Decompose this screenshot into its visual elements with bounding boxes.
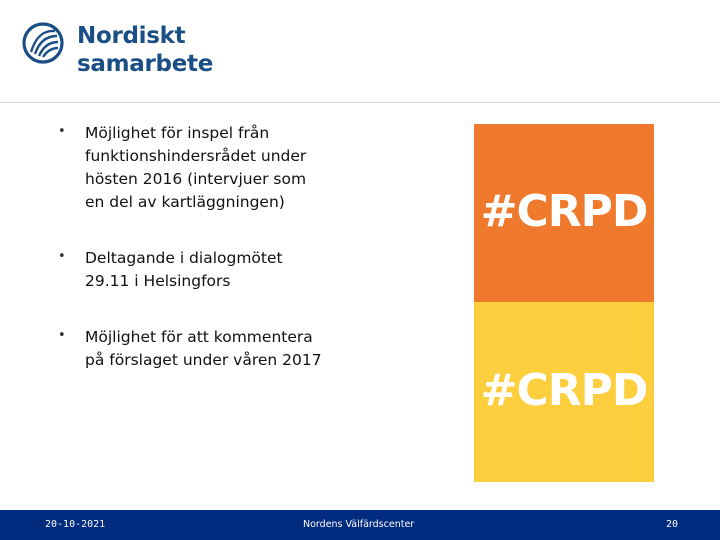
logo-line-1: Nordiskt	[77, 23, 186, 49]
crpd-label-top: #CRPD	[480, 186, 648, 237]
header-divider	[0, 102, 720, 103]
bullet-marker: •	[58, 124, 66, 139]
bullet-text: Deltagande i dialogmötet 29.11 i Helsingfors	[85, 249, 283, 290]
list-item	[58, 122, 378, 214]
nordiskt-samarbete-logo	[22, 18, 242, 84]
footer-organisation: Nordens Välfärdscenter	[303, 519, 415, 530]
logo-line-2: samarbete	[77, 51, 213, 77]
crpd-orange-panel	[474, 124, 654, 302]
crpd-label-bottom: #CRPD	[480, 365, 648, 416]
bullet-text: Möjlighet för inspel från funktionshindersrådet under hösten 2016 (intervjuer som en del av kartläggningen)	[85, 124, 307, 211]
bullet-marker: •	[58, 249, 66, 264]
logo-wordmark	[77, 22, 213, 78]
bullet-marker: •	[58, 328, 66, 343]
page-number: 20	[666, 519, 679, 530]
list-item	[58, 326, 378, 372]
swan-logo-icon	[22, 22, 64, 64]
footer-date: 20-10-2021	[45, 519, 106, 530]
list-item	[58, 247, 378, 293]
bullet-list	[58, 122, 378, 405]
crpd-yellow-panel	[474, 302, 654, 482]
footer-bar	[0, 510, 720, 540]
bullet-text: Möjlighet för att kommentera på förslaget under våren 2017	[85, 328, 322, 369]
